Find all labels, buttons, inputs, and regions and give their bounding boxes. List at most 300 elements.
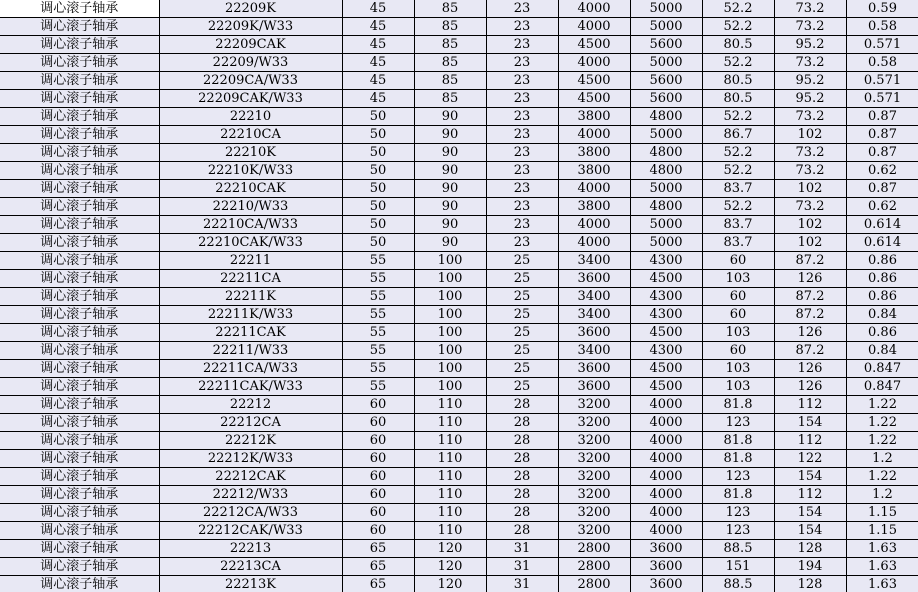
cell-speed-grease[interactable]: 3400: [558, 306, 630, 324]
cell-outer-diameter[interactable]: 90: [414, 180, 486, 198]
cell-static-load[interactable]: 95.2: [774, 90, 846, 108]
cell-weight[interactable]: 1.63: [846, 540, 918, 558]
cell-speed-grease[interactable]: 3800: [558, 162, 630, 180]
cell-weight[interactable]: 0.84: [846, 342, 918, 360]
cell-dynamic-load[interactable]: 103: [702, 378, 774, 396]
cell-outer-diameter[interactable]: 110: [414, 450, 486, 468]
cell-bore[interactable]: 45: [342, 0, 414, 18]
cell-type[interactable]: 调心滚子轴承: [0, 36, 159, 54]
cell-speed-grease[interactable]: 3200: [558, 504, 630, 522]
cell-dynamic-load[interactable]: 52.2: [702, 0, 774, 18]
cell-model[interactable]: 22211CAK: [159, 324, 342, 342]
cell-speed-grease[interactable]: 3200: [558, 450, 630, 468]
cell-dynamic-load[interactable]: 123: [702, 504, 774, 522]
cell-dynamic-load[interactable]: 83.7: [702, 180, 774, 198]
cell-speed-oil[interactable]: 5000: [630, 180, 702, 198]
cell-model[interactable]: 22210CA: [159, 126, 342, 144]
cell-width[interactable]: 28: [486, 522, 558, 540]
cell-bore[interactable]: 45: [342, 72, 414, 90]
cell-width[interactable]: 23: [486, 162, 558, 180]
cell-speed-oil[interactable]: 4800: [630, 108, 702, 126]
cell-dynamic-load[interactable]: 83.7: [702, 234, 774, 252]
cell-bore[interactable]: 50: [342, 144, 414, 162]
cell-static-load[interactable]: 112: [774, 486, 846, 504]
cell-type[interactable]: 调心滚子轴承: [0, 252, 159, 270]
cell-speed-grease[interactable]: 3800: [558, 198, 630, 216]
cell-speed-grease[interactable]: 2800: [558, 558, 630, 576]
cell-model[interactable]: 22211CAK/W33: [159, 378, 342, 396]
cell-dynamic-load[interactable]: 60: [702, 288, 774, 306]
cell-outer-diameter[interactable]: 100: [414, 360, 486, 378]
cell-width[interactable]: 25: [486, 324, 558, 342]
cell-speed-grease[interactable]: 3200: [558, 414, 630, 432]
cell-dynamic-load[interactable]: 60: [702, 306, 774, 324]
cell-outer-diameter[interactable]: 120: [414, 576, 486, 592]
cell-bore[interactable]: 50: [342, 198, 414, 216]
cell-bore[interactable]: 60: [342, 468, 414, 486]
cell-weight[interactable]: 0.59: [846, 0, 918, 18]
cell-outer-diameter[interactable]: 100: [414, 288, 486, 306]
cell-speed-grease[interactable]: 3200: [558, 522, 630, 540]
cell-speed-grease[interactable]: 4000: [558, 180, 630, 198]
cell-dynamic-load[interactable]: 123: [702, 522, 774, 540]
cell-outer-diameter[interactable]: 90: [414, 234, 486, 252]
cell-outer-diameter[interactable]: 100: [414, 306, 486, 324]
cell-type[interactable]: 调心滚子轴承: [0, 504, 159, 522]
cell-speed-oil[interactable]: 3600: [630, 558, 702, 576]
cell-weight[interactable]: 0.571: [846, 72, 918, 90]
cell-static-load[interactable]: 73.2: [774, 198, 846, 216]
cell-width[interactable]: 23: [486, 234, 558, 252]
cell-bore[interactable]: 55: [342, 270, 414, 288]
cell-dynamic-load[interactable]: 81.8: [702, 486, 774, 504]
cell-model[interactable]: 22213: [159, 540, 342, 558]
cell-speed-grease[interactable]: 2800: [558, 540, 630, 558]
cell-model[interactable]: 22211: [159, 252, 342, 270]
cell-outer-diameter[interactable]: 100: [414, 378, 486, 396]
cell-type[interactable]: 调心滚子轴承: [0, 54, 159, 72]
cell-model[interactable]: 22211K/W33: [159, 306, 342, 324]
cell-dynamic-load[interactable]: 86.7: [702, 126, 774, 144]
cell-model[interactable]: 22210K: [159, 144, 342, 162]
cell-outer-diameter[interactable]: 110: [414, 522, 486, 540]
cell-weight[interactable]: 0.86: [846, 270, 918, 288]
cell-outer-diameter[interactable]: 110: [414, 414, 486, 432]
cell-weight[interactable]: 1.2: [846, 486, 918, 504]
cell-bore[interactable]: 60: [342, 414, 414, 432]
cell-static-load[interactable]: 154: [774, 504, 846, 522]
cell-bore[interactable]: 45: [342, 18, 414, 36]
cell-weight[interactable]: 0.87: [846, 180, 918, 198]
cell-speed-grease[interactable]: 3200: [558, 432, 630, 450]
cell-outer-diameter[interactable]: 110: [414, 504, 486, 522]
cell-dynamic-load[interactable]: 81.8: [702, 396, 774, 414]
cell-speed-oil[interactable]: 4800: [630, 198, 702, 216]
cell-width[interactable]: 23: [486, 36, 558, 54]
cell-dynamic-load[interactable]: 81.8: [702, 432, 774, 450]
cell-type[interactable]: 调心滚子轴承: [0, 144, 159, 162]
cell-static-load[interactable]: 87.2: [774, 252, 846, 270]
cell-static-load[interactable]: 128: [774, 576, 846, 592]
cell-speed-oil[interactable]: 4000: [630, 432, 702, 450]
cell-dynamic-load[interactable]: 60: [702, 342, 774, 360]
cell-outer-diameter[interactable]: 85: [414, 90, 486, 108]
cell-speed-oil[interactable]: 4500: [630, 270, 702, 288]
cell-model[interactable]: 22211K: [159, 288, 342, 306]
cell-width[interactable]: 31: [486, 576, 558, 592]
cell-speed-oil[interactable]: 4500: [630, 324, 702, 342]
cell-speed-oil[interactable]: 5600: [630, 72, 702, 90]
cell-static-load[interactable]: 128: [774, 540, 846, 558]
cell-dynamic-load[interactable]: 52.2: [702, 144, 774, 162]
cell-dynamic-load[interactable]: 80.5: [702, 72, 774, 90]
cell-speed-grease[interactable]: 4500: [558, 36, 630, 54]
cell-dynamic-load[interactable]: 123: [702, 468, 774, 486]
cell-weight[interactable]: 1.15: [846, 522, 918, 540]
cell-bore[interactable]: 55: [342, 360, 414, 378]
cell-outer-diameter[interactable]: 110: [414, 486, 486, 504]
cell-weight[interactable]: 0.58: [846, 54, 918, 72]
cell-dynamic-load[interactable]: 88.5: [702, 576, 774, 592]
cell-static-load[interactable]: 73.2: [774, 144, 846, 162]
cell-width[interactable]: 28: [486, 432, 558, 450]
cell-outer-diameter[interactable]: 90: [414, 216, 486, 234]
cell-static-load[interactable]: 73.2: [774, 108, 846, 126]
cell-speed-oil[interactable]: 3600: [630, 576, 702, 592]
cell-speed-oil[interactable]: 5000: [630, 18, 702, 36]
cell-speed-oil[interactable]: 4000: [630, 522, 702, 540]
cell-bore[interactable]: 50: [342, 162, 414, 180]
cell-type[interactable]: 调心滚子轴承: [0, 432, 159, 450]
cell-model[interactable]: 22213CA: [159, 558, 342, 576]
cell-speed-grease[interactable]: 4000: [558, 126, 630, 144]
cell-speed-oil[interactable]: 4000: [630, 486, 702, 504]
cell-speed-oil[interactable]: 4800: [630, 144, 702, 162]
cell-width[interactable]: 28: [486, 414, 558, 432]
cell-width[interactable]: 25: [486, 306, 558, 324]
cell-speed-oil[interactable]: 3600: [630, 540, 702, 558]
cell-dynamic-load[interactable]: 52.2: [702, 198, 774, 216]
cell-static-load[interactable]: 102: [774, 180, 846, 198]
cell-type[interactable]: 调心滚子轴承: [0, 576, 159, 592]
cell-model[interactable]: 22210/W33: [159, 198, 342, 216]
cell-speed-grease[interactable]: 3200: [558, 486, 630, 504]
cell-dynamic-load[interactable]: 81.8: [702, 450, 774, 468]
cell-weight[interactable]: 0.614: [846, 216, 918, 234]
cell-static-load[interactable]: 122: [774, 450, 846, 468]
cell-outer-diameter[interactable]: 110: [414, 468, 486, 486]
cell-static-load[interactable]: 73.2: [774, 18, 846, 36]
cell-speed-oil[interactable]: 5000: [630, 234, 702, 252]
cell-width[interactable]: 25: [486, 270, 558, 288]
cell-speed-grease[interactable]: 4000: [558, 0, 630, 18]
cell-weight[interactable]: 1.15: [846, 504, 918, 522]
cell-dynamic-load[interactable]: 83.7: [702, 216, 774, 234]
cell-type[interactable]: 调心滚子轴承: [0, 234, 159, 252]
cell-type[interactable]: 调心滚子轴承: [0, 486, 159, 504]
cell-bore[interactable]: 55: [342, 342, 414, 360]
cell-speed-grease[interactable]: 3400: [558, 288, 630, 306]
cell-bore[interactable]: 60: [342, 522, 414, 540]
cell-width[interactable]: 31: [486, 540, 558, 558]
cell-speed-grease[interactable]: 4000: [558, 216, 630, 234]
cell-speed-grease[interactable]: 3600: [558, 270, 630, 288]
cell-weight[interactable]: 0.847: [846, 360, 918, 378]
cell-outer-diameter[interactable]: 100: [414, 270, 486, 288]
cell-type[interactable]: 调心滚子轴承: [0, 216, 159, 234]
cell-weight[interactable]: 1.22: [846, 396, 918, 414]
cell-width[interactable]: 23: [486, 216, 558, 234]
cell-bore[interactable]: 50: [342, 108, 414, 126]
cell-bore[interactable]: 60: [342, 432, 414, 450]
cell-type[interactable]: 调心滚子轴承: [0, 522, 159, 540]
cell-bore[interactable]: 60: [342, 486, 414, 504]
cell-speed-grease[interactable]: 3200: [558, 396, 630, 414]
cell-static-load[interactable]: 73.2: [774, 162, 846, 180]
cell-speed-oil[interactable]: 5000: [630, 216, 702, 234]
cell-width[interactable]: 23: [486, 180, 558, 198]
cell-bore[interactable]: 50: [342, 180, 414, 198]
cell-weight[interactable]: 0.58: [846, 18, 918, 36]
cell-model[interactable]: 22212CA: [159, 414, 342, 432]
cell-model[interactable]: 22212CA/W33: [159, 504, 342, 522]
cell-speed-oil[interactable]: 4500: [630, 378, 702, 396]
cell-weight[interactable]: 1.2: [846, 450, 918, 468]
cell-bore[interactable]: 65: [342, 558, 414, 576]
cell-speed-oil[interactable]: 5000: [630, 0, 702, 18]
cell-outer-diameter[interactable]: 100: [414, 324, 486, 342]
cell-weight[interactable]: 0.86: [846, 324, 918, 342]
cell-weight[interactable]: 0.847: [846, 378, 918, 396]
cell-model[interactable]: 22212K/W33: [159, 450, 342, 468]
cell-dynamic-load[interactable]: 151: [702, 558, 774, 576]
cell-speed-grease[interactable]: 2800: [558, 576, 630, 592]
cell-weight[interactable]: 0.84: [846, 306, 918, 324]
cell-weight[interactable]: 1.63: [846, 558, 918, 576]
cell-type[interactable]: 调心滚子轴承: [0, 324, 159, 342]
cell-speed-oil[interactable]: 4000: [630, 414, 702, 432]
cell-width[interactable]: 23: [486, 198, 558, 216]
cell-outer-diameter[interactable]: 90: [414, 162, 486, 180]
cell-outer-diameter[interactable]: 100: [414, 342, 486, 360]
cell-speed-oil[interactable]: 5600: [630, 90, 702, 108]
cell-type[interactable]: 调心滚子轴承: [0, 306, 159, 324]
cell-width[interactable]: 25: [486, 378, 558, 396]
cell-model[interactable]: 22210: [159, 108, 342, 126]
cell-speed-oil[interactable]: 4300: [630, 288, 702, 306]
cell-dynamic-load[interactable]: 60: [702, 252, 774, 270]
cell-model[interactable]: 22212CAK: [159, 468, 342, 486]
cell-speed-oil[interactable]: 5000: [630, 54, 702, 72]
cell-static-load[interactable]: 154: [774, 468, 846, 486]
cell-type[interactable]: 调心滚子轴承: [0, 414, 159, 432]
cell-static-load[interactable]: 112: [774, 432, 846, 450]
cell-weight[interactable]: 0.87: [846, 144, 918, 162]
cell-width[interactable]: 25: [486, 342, 558, 360]
cell-outer-diameter[interactable]: 100: [414, 252, 486, 270]
cell-type[interactable]: 调心滚子轴承: [0, 450, 159, 468]
cell-bore[interactable]: 50: [342, 126, 414, 144]
cell-bore[interactable]: 65: [342, 576, 414, 592]
cell-weight[interactable]: 0.87: [846, 126, 918, 144]
cell-bore[interactable]: 45: [342, 90, 414, 108]
cell-static-load[interactable]: 73.2: [774, 0, 846, 18]
cell-static-load[interactable]: 73.2: [774, 54, 846, 72]
cell-speed-oil[interactable]: 4500: [630, 360, 702, 378]
cell-model[interactable]: 22212: [159, 396, 342, 414]
cell-speed-oil[interactable]: 4000: [630, 468, 702, 486]
cell-outer-diameter[interactable]: 90: [414, 108, 486, 126]
cell-speed-oil[interactable]: 4300: [630, 306, 702, 324]
cell-static-load[interactable]: 87.2: [774, 342, 846, 360]
cell-static-load[interactable]: 102: [774, 126, 846, 144]
cell-weight[interactable]: 1.22: [846, 414, 918, 432]
cell-speed-grease[interactable]: 3400: [558, 342, 630, 360]
cell-outer-diameter[interactable]: 85: [414, 18, 486, 36]
cell-dynamic-load[interactable]: 52.2: [702, 108, 774, 126]
cell-bore[interactable]: 45: [342, 54, 414, 72]
cell-type[interactable]: 调心滚子轴承: [0, 108, 159, 126]
cell-outer-diameter[interactable]: 85: [414, 54, 486, 72]
cell-bore[interactable]: 55: [342, 306, 414, 324]
cell-speed-grease[interactable]: 3200: [558, 468, 630, 486]
cell-weight[interactable]: 1.22: [846, 432, 918, 450]
cell-weight[interactable]: 0.86: [846, 288, 918, 306]
cell-outer-diameter[interactable]: 120: [414, 558, 486, 576]
cell-type[interactable]: 调心滚子轴承: [0, 378, 159, 396]
cell-speed-grease[interactable]: 3600: [558, 378, 630, 396]
cell-outer-diameter[interactable]: 85: [414, 72, 486, 90]
cell-speed-grease[interactable]: 3400: [558, 252, 630, 270]
cell-outer-diameter[interactable]: 110: [414, 396, 486, 414]
cell-speed-oil[interactable]: 5000: [630, 126, 702, 144]
cell-type[interactable]: 调心滚子轴承: [0, 18, 159, 36]
cell-static-load[interactable]: 154: [774, 414, 846, 432]
cell-width[interactable]: 23: [486, 108, 558, 126]
cell-model[interactable]: 22209CA/W33: [159, 72, 342, 90]
cell-dynamic-load[interactable]: 103: [702, 360, 774, 378]
cell-type[interactable]: 调心滚子轴承: [0, 468, 159, 486]
cell-speed-grease[interactable]: 3800: [558, 144, 630, 162]
cell-type[interactable]: 调心滚子轴承: [0, 396, 159, 414]
cell-width[interactable]: 28: [486, 486, 558, 504]
cell-speed-oil[interactable]: 4000: [630, 504, 702, 522]
cell-speed-oil[interactable]: 4300: [630, 252, 702, 270]
cell-model[interactable]: 22209/W33: [159, 54, 342, 72]
cell-width[interactable]: 23: [486, 72, 558, 90]
active-cell-type[interactable]: 调心滚子轴承: [0, 0, 159, 18]
cell-speed-oil[interactable]: 4000: [630, 396, 702, 414]
cell-width[interactable]: 25: [486, 288, 558, 306]
cell-width[interactable]: 28: [486, 450, 558, 468]
cell-type[interactable]: 调心滚子轴承: [0, 360, 159, 378]
cell-static-load[interactable]: 154: [774, 522, 846, 540]
cell-static-load[interactable]: 87.2: [774, 306, 846, 324]
cell-model[interactable]: 22210CAK/W33: [159, 234, 342, 252]
cell-type[interactable]: 调心滚子轴承: [0, 72, 159, 90]
cell-outer-diameter[interactable]: 120: [414, 540, 486, 558]
cell-type[interactable]: 调心滚子轴承: [0, 126, 159, 144]
cell-outer-diameter[interactable]: 90: [414, 198, 486, 216]
cell-model[interactable]: 22211CA: [159, 270, 342, 288]
cell-speed-grease[interactable]: 3600: [558, 360, 630, 378]
cell-model[interactable]: 22213K: [159, 576, 342, 592]
cell-speed-oil[interactable]: 4000: [630, 450, 702, 468]
cell-width[interactable]: 25: [486, 252, 558, 270]
cell-dynamic-load[interactable]: 52.2: [702, 54, 774, 72]
cell-model[interactable]: 22212/W33: [159, 486, 342, 504]
cell-width[interactable]: 28: [486, 468, 558, 486]
cell-model[interactable]: 22211CA/W33: [159, 360, 342, 378]
cell-bore[interactable]: 60: [342, 396, 414, 414]
cell-width[interactable]: 23: [486, 18, 558, 36]
cell-bore[interactable]: 45: [342, 36, 414, 54]
cell-weight[interactable]: 0.87: [846, 108, 918, 126]
cell-dynamic-load[interactable]: 52.2: [702, 18, 774, 36]
cell-weight[interactable]: 0.62: [846, 198, 918, 216]
cell-model[interactable]: 22209K: [159, 0, 342, 18]
cell-model[interactable]: 22209K/W33: [159, 18, 342, 36]
cell-outer-diameter[interactable]: 85: [414, 0, 486, 18]
cell-bore[interactable]: 50: [342, 234, 414, 252]
cell-type[interactable]: 调心滚子轴承: [0, 342, 159, 360]
cell-type[interactable]: 调心滚子轴承: [0, 198, 159, 216]
cell-model[interactable]: 22212K: [159, 432, 342, 450]
cell-static-load[interactable]: 126: [774, 360, 846, 378]
cell-outer-diameter[interactable]: 110: [414, 432, 486, 450]
cell-speed-grease[interactable]: 3800: [558, 108, 630, 126]
cell-weight[interactable]: 1.22: [846, 468, 918, 486]
cell-speed-oil[interactable]: 4800: [630, 162, 702, 180]
cell-model[interactable]: 22212CAK/W33: [159, 522, 342, 540]
cell-bore[interactable]: 55: [342, 324, 414, 342]
cell-static-load[interactable]: 95.2: [774, 72, 846, 90]
cell-type[interactable]: 调心滚子轴承: [0, 558, 159, 576]
cell-dynamic-load[interactable]: 80.5: [702, 90, 774, 108]
cell-weight[interactable]: 0.86: [846, 252, 918, 270]
cell-bore[interactable]: 55: [342, 252, 414, 270]
cell-width[interactable]: 28: [486, 504, 558, 522]
cell-speed-grease[interactable]: 4000: [558, 54, 630, 72]
cell-static-load[interactable]: 102: [774, 216, 846, 234]
cell-width[interactable]: 23: [486, 126, 558, 144]
cell-width[interactable]: 23: [486, 144, 558, 162]
cell-bore[interactable]: 55: [342, 378, 414, 396]
cell-static-load[interactable]: 194: [774, 558, 846, 576]
cell-weight[interactable]: 0.62: [846, 162, 918, 180]
cell-outer-diameter[interactable]: 90: [414, 144, 486, 162]
cell-model[interactable]: 22210K/W33: [159, 162, 342, 180]
cell-bore[interactable]: 60: [342, 504, 414, 522]
cell-dynamic-load[interactable]: 103: [702, 270, 774, 288]
cell-speed-oil[interactable]: 5600: [630, 36, 702, 54]
cell-width[interactable]: 23: [486, 54, 558, 72]
cell-static-load[interactable]: 112: [774, 396, 846, 414]
cell-dynamic-load[interactable]: 123: [702, 414, 774, 432]
cell-width[interactable]: 25: [486, 360, 558, 378]
cell-weight[interactable]: 0.571: [846, 90, 918, 108]
cell-width[interactable]: 23: [486, 0, 558, 18]
cell-width[interactable]: 31: [486, 558, 558, 576]
cell-width[interactable]: 28: [486, 396, 558, 414]
cell-bore[interactable]: 60: [342, 450, 414, 468]
cell-bore[interactable]: 65: [342, 540, 414, 558]
cell-static-load[interactable]: 87.2: [774, 288, 846, 306]
cell-bore[interactable]: 55: [342, 288, 414, 306]
cell-weight[interactable]: 0.571: [846, 36, 918, 54]
cell-static-load[interactable]: 126: [774, 324, 846, 342]
cell-width[interactable]: 23: [486, 90, 558, 108]
